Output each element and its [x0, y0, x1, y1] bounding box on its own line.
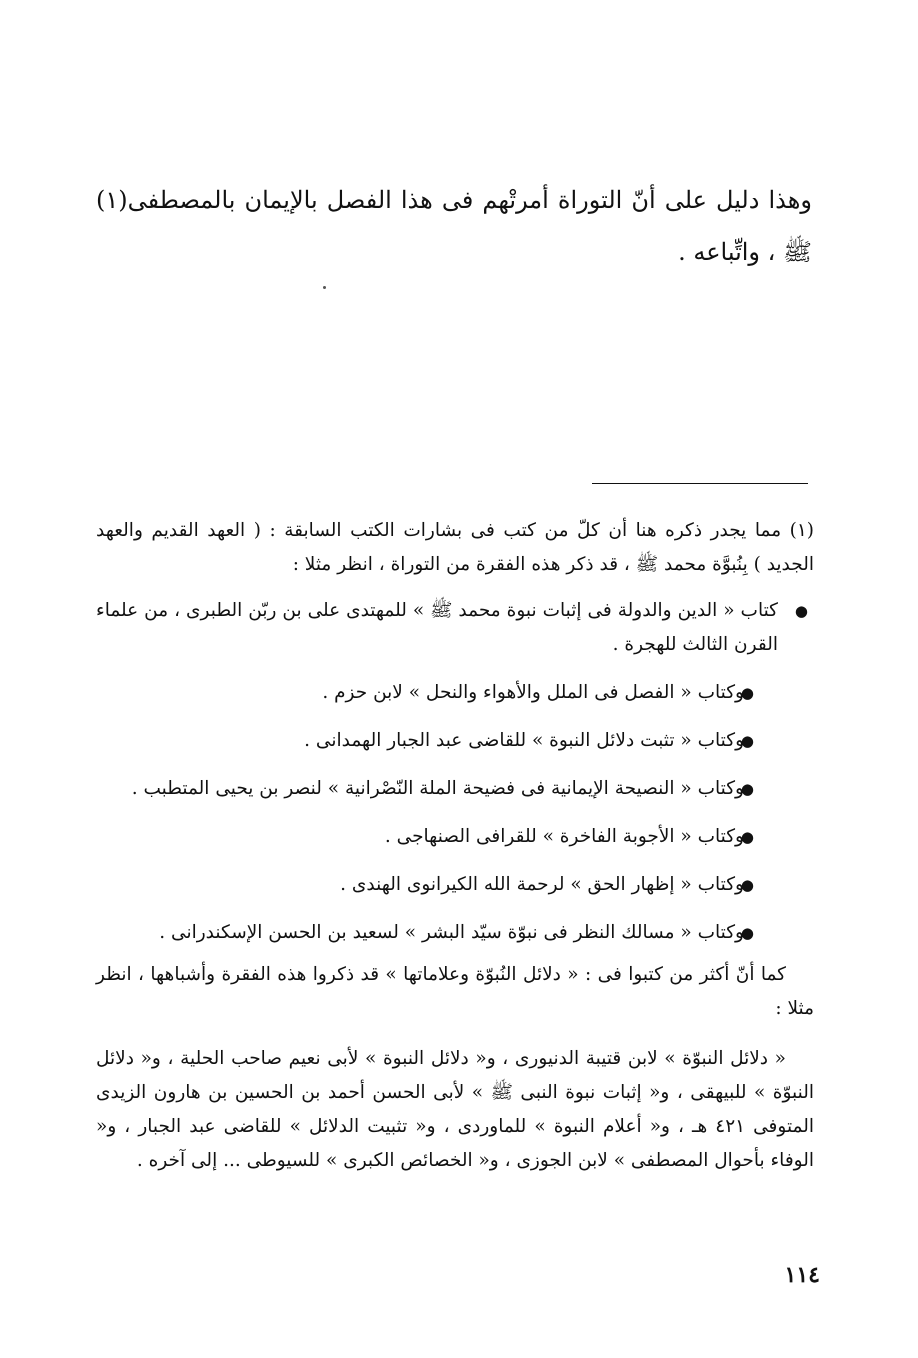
list-item-text: وكتاب « الأجوبة الفاخرة » للقرافى الصنهاجى . — [384, 826, 744, 847]
book-list — [96, 594, 814, 950]
list-item — [96, 820, 814, 854]
bullet-icon: ● — [740, 924, 754, 942]
list-item — [96, 868, 814, 902]
main-paragraph: وهذا دليل على أنّ التوراة أمرتْهم فى هذا الفصل بالإيمان بالمصطفى(١) ﷺ ، واتِّباعه . — [96, 186, 812, 266]
list-item — [96, 772, 814, 806]
list-item — [96, 594, 814, 662]
list-item-text: وكتاب « الفصل فى الملل والأهواء والنحل » لابن حزم . — [322, 682, 744, 703]
list-item-text: وكتاب « إظهار الحق » لرحمة الله الكيرانوى الهندى . — [340, 874, 744, 895]
footnote-separator — [592, 483, 808, 484]
bullet-icon: ● — [794, 602, 808, 620]
bullet-icon: ● — [740, 780, 754, 798]
list-item — [96, 916, 814, 950]
list-item — [96, 676, 814, 710]
page-number: ١١٤ — [784, 1262, 820, 1288]
list-item-text: وكتاب « تثبت دلائل النبوة » للقاضى عبد الجبار الهمدانى . — [304, 730, 744, 751]
footnote-block — [96, 514, 814, 1178]
list-item-text: وكتاب « مسالك النظر فى نبوّة سيّد البشر » لسعيد بن الحسن الإسكندرانى . — [159, 922, 744, 943]
bullet-icon: ● — [740, 876, 754, 894]
bullet-icon: ● — [740, 732, 754, 750]
footnote-intro: (١) مما يجدر ذكره هنا أن كلّ من كتب فى بشارات الكتب السابقة : ( العهد القديم والعهد الجديد ) بِنُبوَّة محمد ﷺ ، قد ذكر هذه الفقرة من التوراة ، انظر مثلا : — [96, 520, 814, 575]
bullet-icon: ● — [740, 828, 754, 846]
footnote-paragraph: « دلائل النبوّة » لابن قتيبة الدنيورى ، و« دلائل النبوة » لأبى نعيم صاحب الحلية ، و« دلائل النبوّة » للبيهقى ، و« إثبات نبوة النبى ﷺ » لأبى الحسن أحمد بن الحسين بن هارون الزيدى المتوفى ٤٢١ هـ ، و« أعلام النبوة » للماوردى ، و« تثبيت الدلائل » للقاضى عبد الجبار ، و« الوفاء بأحوال المصطفى » لابن الجوزى ، و« الخصائص الكبرى » للسيوطى ... إلى آخره . — [96, 1048, 815, 1171]
list-item-text: كتاب « الدين والدولة فى إثبات نبوة محمد ﷺ » للمهتدى على بن ربّن الطبرى ، من علماء القرن الثالث للهجرة . — [96, 600, 778, 655]
list-item — [96, 724, 814, 758]
bullet-icon: ● — [740, 684, 754, 702]
footnote-paragraph: كما أنّ أكثر من كتبوا فى : « دلائل النُبوّة وعلاماتها » قد ذكروا هذه الفقرة وأشباهها ، انظر مثلا : — [96, 964, 814, 1019]
ink-speck — [323, 286, 326, 289]
list-item-text: وكتاب « النصيحة الإيمانية فى فضيحة الملة النّصْرانية » لنصر بن يحيى المتطبب . — [131, 778, 744, 799]
